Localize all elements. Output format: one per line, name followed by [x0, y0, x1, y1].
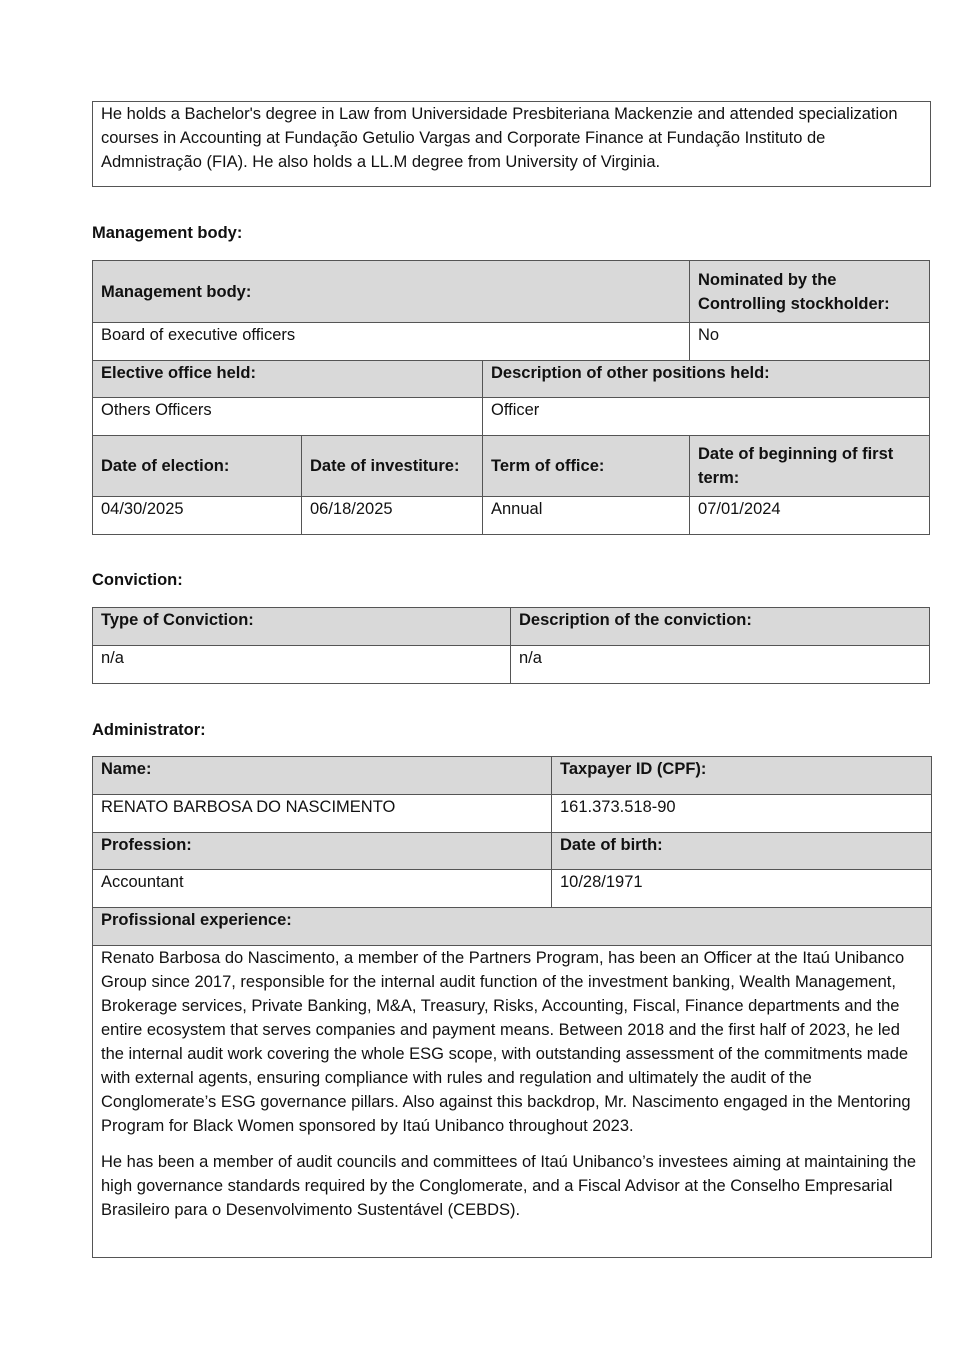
term-header: Term of office: — [483, 436, 690, 497]
name-value: RENATO BARBOSA DO NASCIMENTO — [93, 795, 552, 833]
management-body-header: Management body: — [93, 261, 690, 323]
other-positions-header: Description of other positions held: — [483, 361, 930, 398]
profession-header: Profession: — [93, 833, 552, 870]
date-investiture-value: 06/18/2025 — [302, 497, 483, 535]
management-body-value: Board of executive officers — [93, 323, 690, 361]
experience-header: Profissional experience: — [93, 908, 932, 946]
experience-cell — [93, 946, 932, 1258]
management-table — [92, 260, 930, 535]
cpf-value: 161.373.518-90 — [552, 795, 932, 833]
birth-header: Date of birth: — [552, 833, 932, 870]
conviction-type-header: Type of Conviction: — [93, 608, 511, 646]
date-election-value: 04/30/2025 — [93, 497, 302, 535]
date-investiture-header: Date of investiture: — [302, 436, 483, 497]
experience-paragraph-1: Renato Barbosa do Nascimento, a member of the Partners Program, has been an Officer at the Itaú Unibanco Group since 2017, responsible for the internal audit function of the investment banking, Wealth Management, Brokerage services, Private Banking, M&A, Treasury, Risks, Accounting, Fiscal, Finance departments and the entire ecosystem that serves companies and payment means. Between 2018 and the first half of 2023, he led the internal audit work covering the whole ESG scope, with outstanding assessment of the commitments made with external agents, ensuring compliance with rules and regulation and ultimately the audit of the Conglomerate’s ESG governance pillars. Also against this backdrop, Mr. Nascimento engaged in the Mentoring Program for Black Women sponsored by Itaú Unibanco throughout 2023. — [101, 949, 911, 1135]
experience-paragraph-2: He has been a member of audit councils and committees of Itaú Unibanco’s investees aiming at maintaining the high governance standards required by the Conglomerate, and a Fiscal Advisor at the Conselho Empresarial Brasileiro para o Desenvolvimento Sustentável (CEBDS). — [101, 1153, 917, 1219]
management-section-title: Management body: — [92, 224, 243, 242]
cpf-header: Taxpayer ID (CPF): — [552, 757, 932, 795]
nominated-value: No — [690, 323, 930, 361]
other-positions-value: Officer — [483, 398, 930, 436]
education-text: He holds a Bachelor's degree in Law from Universidade Presbiteriana Mackenzie and attended specialization courses in Accounting at Fundação Getulio Vargas and Corporate Finance at Fundação Instituto de Admnistração (FIA). He also holds a LL.M degree from University of Virginia. — [101, 105, 898, 171]
name-header: Name: — [93, 757, 552, 795]
date-election-header: Date of election: — [93, 436, 302, 497]
administrator-section-title: Administrator: — [92, 721, 206, 739]
nominated-header: Nominated by the Controlling stockholder: — [690, 261, 930, 323]
conviction-description-header: Description of the conviction: — [511, 608, 930, 646]
elective-office-value: Others Officers — [93, 398, 483, 436]
conviction-section-title: Conviction: — [92, 571, 183, 589]
education-box — [92, 101, 931, 187]
term-value: Annual — [483, 497, 690, 535]
conviction-type-value: n/a — [93, 646, 511, 684]
administrator-table — [92, 756, 932, 1258]
conviction-table — [92, 607, 930, 684]
date-first-term-value: 07/01/2024 — [690, 497, 930, 535]
elective-office-header: Elective office held: — [93, 361, 483, 398]
birth-value: 10/28/1971 — [552, 870, 932, 908]
profession-value: Accountant — [93, 870, 552, 908]
conviction-description-value: n/a — [511, 646, 930, 684]
date-first-term-header: Date of beginning of first term: — [690, 436, 930, 497]
